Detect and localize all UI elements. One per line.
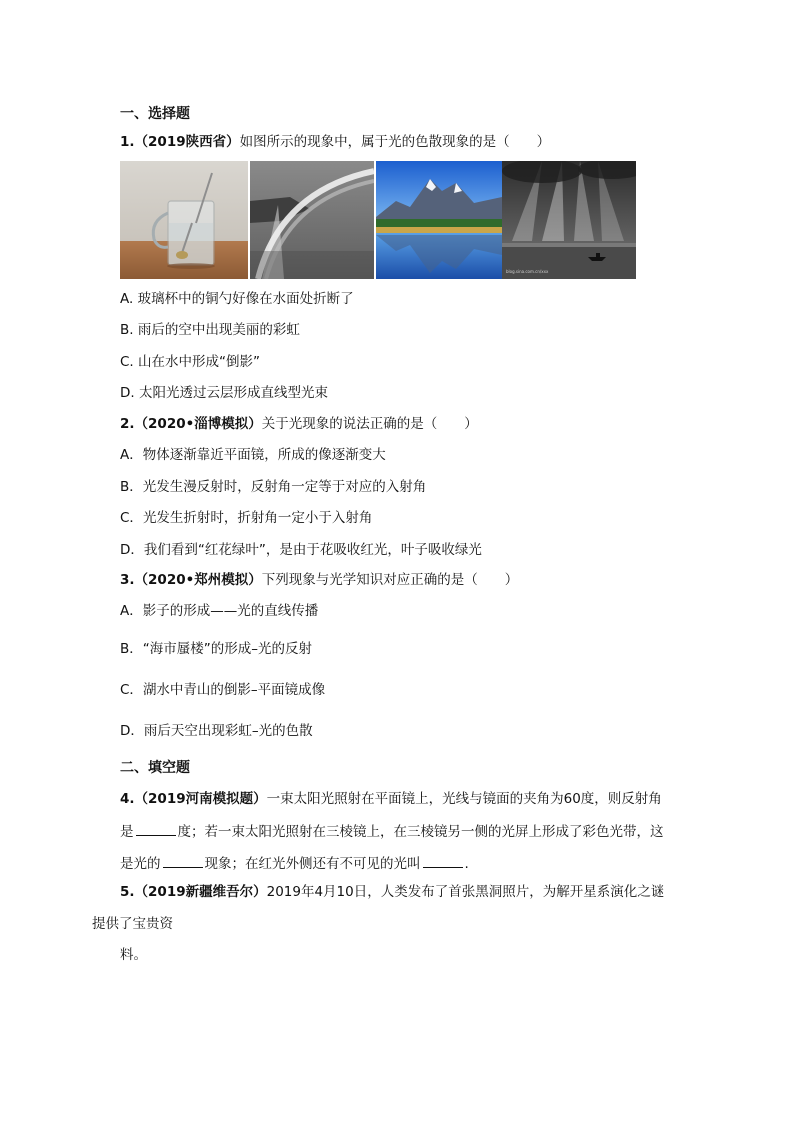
option-1a: A. 玻璃杯中的铜勺好像在水面处折断了: [120, 291, 354, 307]
question-3-stem: [120, 570, 518, 590]
section-title-choice: 一、选择题: [120, 106, 190, 122]
question-source: （2019陕西省）: [134, 134, 240, 150]
photo-rainbow: [250, 161, 374, 279]
question-1-photos: [120, 161, 636, 279]
question-source: （2019河南模拟题）: [134, 791, 267, 807]
option-3a: A．影子的形成——光的直线传播: [120, 603, 319, 619]
photo-watermark: blog.sina.com.cn/xxx: [506, 269, 549, 274]
option-3d: D．雨后天空出现彩虹–光的色散: [120, 723, 313, 739]
question-number: 4.: [120, 791, 135, 807]
option-2c: C．光发生折射时，折射角一定小于入射角: [120, 510, 373, 526]
question-source: （2020•郑州模拟）: [134, 572, 262, 588]
question-source: （2019新疆维吾尔）: [134, 884, 267, 900]
question-4-line-2: 是 度；若一束太阳光照射在三棱镜上，在三棱镜另一侧的光屏上形成了彩色光带，这: [120, 821, 664, 842]
answer-blank-1[interactable]: [136, 821, 176, 836]
question-4-line-1: [120, 789, 662, 809]
question-text: 关于光现象的说法正确的是（ ）: [261, 416, 478, 432]
question-number: 2.: [120, 416, 135, 432]
option-1d: D. 太阳光透过云层形成直线型光束: [120, 385, 328, 401]
question-text: 2019年4月10日，人类发布了首张黑洞照片，为解开星系演化之谜: [266, 884, 665, 900]
question-number: 5.: [120, 884, 135, 900]
question-5-line-3: 料。: [120, 947, 147, 963]
question-1-stem: [120, 132, 550, 152]
photo-mountain-reflection: [376, 161, 502, 279]
answer-blank-2[interactable]: [163, 853, 203, 868]
photo-glass-spoon: [120, 161, 248, 279]
section-title-fill: 二、填空题: [120, 760, 190, 776]
question-number: 1.: [120, 134, 135, 150]
option-3c: C．湖水中青山的倒影–平面镜成像: [120, 682, 326, 698]
option-1c: C. 山在水中形成“倒影”: [120, 354, 261, 370]
question-text: 一束太阳光照射在平面镜上，光线与镜面的夹角为60度，则反射角: [266, 791, 662, 807]
option-2b: B．光发生漫反射时，反射角一定等于对应的入射角: [120, 479, 427, 495]
option-1b: B. 雨后的空中出现美丽的彩虹: [120, 322, 300, 338]
question-2-stem: [120, 414, 478, 434]
question-text: 下列现象与光学知识对应正确的是（ ）: [261, 572, 519, 588]
option-2d: D．我们看到“红花绿叶”，是由于花吸收红光，叶子吸收绿光: [120, 542, 482, 558]
question-source: （2020•淄博模拟）: [134, 416, 262, 432]
photo-sunbeams: [502, 161, 636, 279]
question-number: 3.: [120, 572, 135, 588]
question-5-line-1: [120, 882, 664, 902]
question-4-line-3: 是光的 现象；在红光外侧还有不可见的光叫 .: [120, 853, 469, 874]
option-2a: A．物体逐渐靠近平面镜，所成的像逐渐变大: [120, 447, 386, 463]
option-3b: B．“海市蜃楼”的形成–光的反射: [120, 641, 313, 657]
question-5-line-2: 提供了宝贵资: [92, 916, 173, 932]
answer-blank-3[interactable]: [423, 853, 463, 868]
question-text: 如图所示的现象中，属于光的色散现象的是（ ）: [239, 134, 551, 150]
